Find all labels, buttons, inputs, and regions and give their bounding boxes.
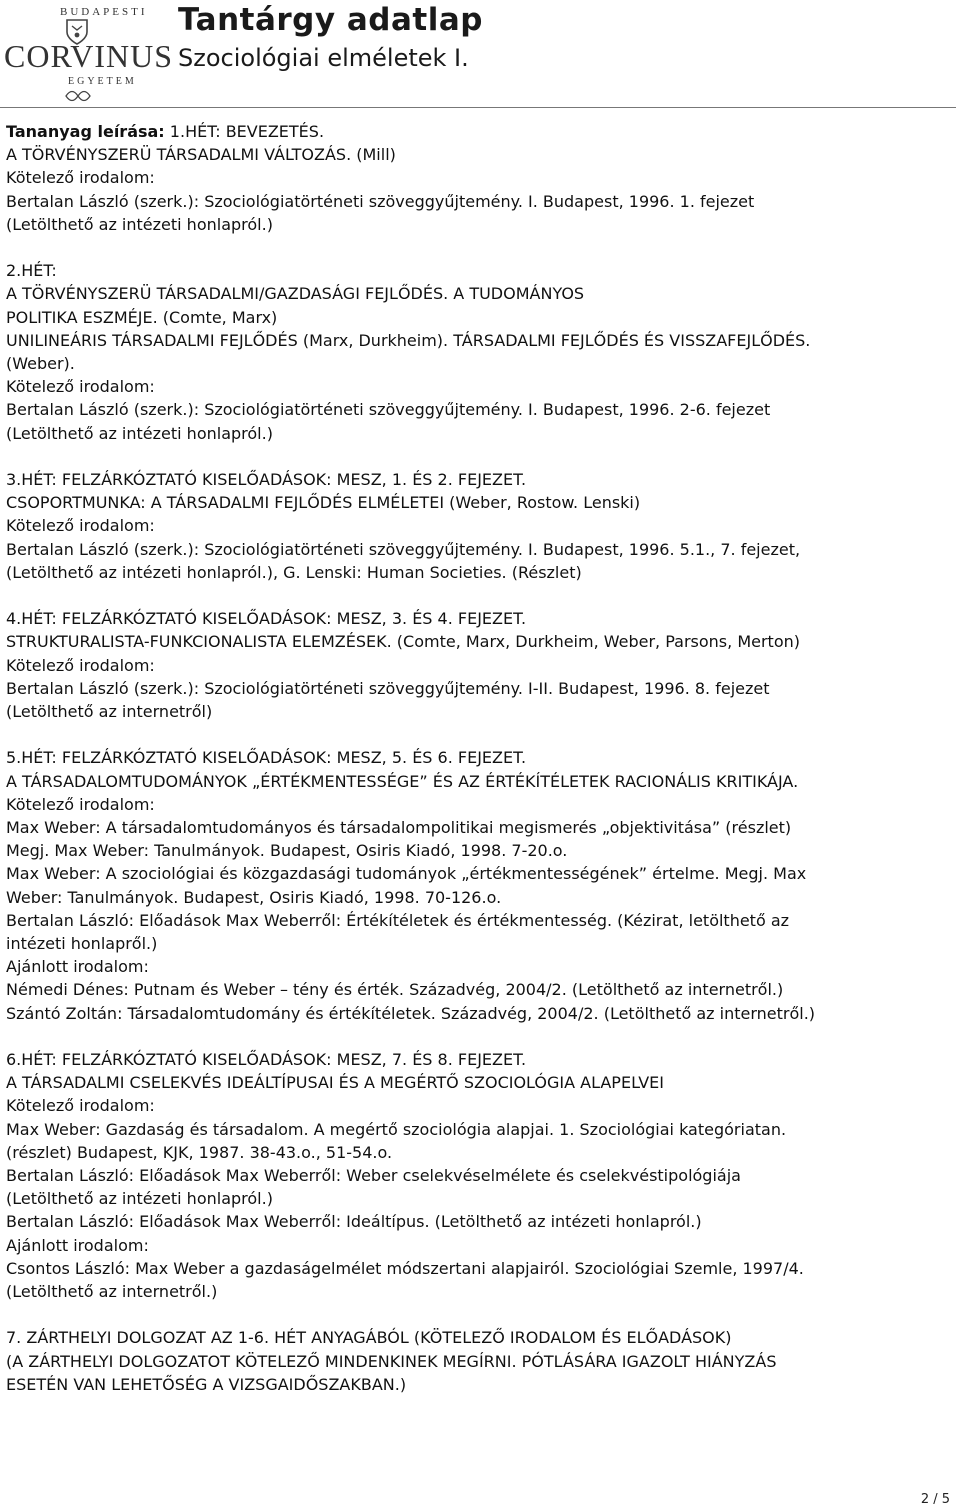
intro-line — [6, 120, 956, 143]
text-line: Kötelező irodalom: — [6, 655, 155, 675]
paragraph-gap — [6, 723, 956, 746]
text-line: Csontos László: Max Weber a gazdaságelmélet módszertani alapjairól. Szociológiai Szemle, 1997/4. — [6, 1258, 804, 1278]
text-line: Megj. Max Weber: Tanulmányok. Budapest, Osiris Kiadó, 1998. 7-20.o. — [6, 841, 568, 861]
laurel-icon — [64, 88, 92, 104]
text-line: (Letölthető az internetről.) — [6, 1282, 218, 1302]
text-line: (Letölthető az intézeti honlapról.) — [6, 214, 273, 234]
text-line: (Weber). — [6, 354, 75, 374]
text-line: Szántó Zoltán: Társadalomtudomány és értékítéletek. Századvég, 2004/2. (Letölthető az internetről.) — [6, 1003, 816, 1023]
text-line: A TÖRVÉNYSZERÜ TÁRSADALMI/GAZDASÁGI FEJLŐDÉS. A TUDOMÁNYOS — [6, 284, 585, 304]
text-line: Max Weber: A szociológiai és közgazdasági tudományok „értékmentességének” értelme. Megj. Max — [6, 864, 807, 884]
text-line: Kötelező irodalom: — [6, 377, 155, 397]
text-line: Bertalan László (szerk.): Szociológiatörténeti szöveggyűjtemény. I-II. Budapest, 1996. 8. fejezet — [6, 678, 770, 698]
paragraph-gap — [6, 584, 956, 607]
text-line: A TÁRSADALMI CSELEKVÉS IDEÁLTÍPUSAI ÉS A MEGÉRTŐ SZOCIOLÓGIA ALAPELVEI — [6, 1073, 664, 1093]
text-line: 5.HÉT: FELZÁRKÓZTATÓ KISELŐADÁSOK: MESZ, 5. ÉS 6. FEJEZET. — [6, 748, 527, 768]
text-line: (Letölthető az intézeti honlapról.), G. Lenski: Human Societies. (Részlet) — [6, 562, 582, 582]
text-line: STRUKTURALISTA-FUNKCIONALISTA ELEMZÉSEK. (Comte, Marx, Durkheim, Weber, Parsons, Merton) — [6, 632, 800, 652]
text-line: Bertalan László (szerk.): Szociológiatörténeti szöveggyűjtemény. I. Budapest, 1996. 5.1., 7. fejezet, — [6, 539, 801, 559]
paragraph-gap — [6, 445, 956, 468]
text-line: ESETÉN VAN LEHETŐSÉG A VIZSGAIDŐSZAKBAN.) — [6, 1374, 407, 1394]
text-line: Bertalan László: Előadások Max Weberről: Weber cselekvéselmélete és cselekvéstipológiája — [6, 1166, 741, 1186]
text-line: Ajánlott irodalom: — [6, 1235, 149, 1255]
logo-top-text: BUDAPESTI — [60, 6, 148, 18]
page-subtitle: Szociológiai elméletek I. — [178, 44, 469, 72]
text-line: (részlet) Budapest, KJK, 1987. 38-43.o., 51-54.o. — [6, 1142, 393, 1162]
text-line: Kötelező irodalom: — [6, 168, 155, 188]
text-line: Bertalan László (szerk.): Szociológiatörténeti szöveggyűjtemény. I. Budapest, 1996. 2-6. fejezet — [6, 400, 771, 420]
course-description — [6, 120, 956, 1396]
text-line: Kötelező irodalom: — [6, 794, 155, 814]
text-line: UNILINEÁRIS TÁRSADALMI FEJLŐDÉS (Marx, Durkheim). TÁRSADALMI FEJLŐDÉS ÉS VISSZAFEJLŐDÉS. — [6, 330, 811, 350]
logo-bottom-text: EGYETEM — [68, 76, 137, 87]
paragraph-gap — [6, 1303, 956, 1326]
text-line: Weber: Tanulmányok. Budapest, Osiris Kiadó, 1998. 70-126.o. — [6, 887, 502, 907]
text-line: Kötelező irodalom: — [6, 1096, 155, 1116]
page-number: 2 / 5 — [920, 1492, 950, 1507]
text-line: (Letölthető az intézeti honlapról.) — [6, 423, 273, 443]
text-line: Max Weber: A társadalomtudományos és társadalompolitikai megismerés „objektivitása” (részlet) — [6, 818, 792, 838]
text-line: A TÁRSADALOMTUDOMÁNYOK „ÉRTÉKMENTESSÉGE” ÉS AZ ÉRTÉKÍTÉLETEK RACIONÁLIS KRITIKÁJA. — [6, 771, 799, 791]
text-line: Némedi Dénes: Putnam és Weber – tény és érték. Századvég, 2004/2. (Letölthető az internetről.) — [6, 980, 784, 1000]
header-divider — [0, 107, 956, 108]
text-line: 3.HÉT: FELZÁRKÓZTATÓ KISELŐADÁSOK: MESZ, 1. ÉS 2. FEJEZET. — [6, 470, 527, 490]
text-line: 7. ZÁRTHELYI DOLGOZAT AZ 1-6. HÉT ANYAGÁBÓL (KÖTELEZŐ IRODALOM ÉS ELŐADÁSOK) — [6, 1328, 732, 1348]
intro-label: Tananyag leírása: — [6, 122, 165, 141]
text-line: (A ZÁRTHELYI DOLGOZATOT KÖTELEZŐ MINDENKINEK MEGÍRNI. PÓTLÁSÁRA IGAZOLT HIÁNYZÁS — [6, 1351, 777, 1371]
text-line: CSOPORTMUNKA: A TÁRSADALMI FEJLŐDÉS ELMÉLETEI (Weber, Rostow. Lenski) — [6, 493, 641, 513]
text-line: 6.HÉT: FELZÁRKÓZTATÓ KISELŐADÁSOK: MESZ, 7. ÉS 8. FEJEZET. — [6, 1050, 527, 1070]
paragraph-gap — [6, 236, 956, 259]
text-line: Max Weber: Gazdaság és társadalom. A megértő szociológia alapjai. 1. Szociológiai kategóriatan. — [6, 1119, 787, 1139]
text-line: intézeti honlapről.) — [6, 934, 158, 954]
text-line: Ajánlott irodalom: — [6, 957, 149, 977]
text-line: (Letölthető az internetről) — [6, 702, 213, 722]
page-title: Tantárgy adatlap — [178, 2, 483, 38]
text-line: Bertalan László (szerk.): Szociológiatörténeti szöveggyűjtemény. I. Budapest, 1996. 1. fejezet — [6, 191, 755, 211]
text-line: A TÖRVÉNYSZERÜ TÁRSADALMI VÁLTOZÁS. (Mill) — [6, 145, 396, 165]
paragraph-gap — [6, 1025, 956, 1048]
text-line: 4.HÉT: FELZÁRKÓZTATÓ KISELŐADÁSOK: MESZ, 3. ÉS 4. FEJEZET. — [6, 609, 527, 629]
text-line: 2.HÉT: — [6, 261, 57, 281]
text-line: POLITIKA ESZMÉJE. (Comte, Marx) — [6, 307, 278, 327]
text-line: Kötelező irodalom: — [6, 516, 155, 536]
text-line: Bertalan László: Előadások Max Weberről: Ideáltípus. (Letölthető az intézeti honlapról.) — [6, 1212, 702, 1232]
corvinus-logo — [4, 4, 174, 106]
text-line: (Letölthető az intézeti honlapról.) — [6, 1189, 273, 1209]
intro-week: 1.HÉT: BEVEZETÉS. — [169, 122, 325, 141]
text-line: Bertalan László: Előadások Max Weberről: Értékítéletek és értékmentesség. (Kézirat, letölthető az — [6, 910, 790, 930]
page-header — [0, 0, 960, 110]
logo-brand-text: CORVINUS — [4, 38, 174, 74]
